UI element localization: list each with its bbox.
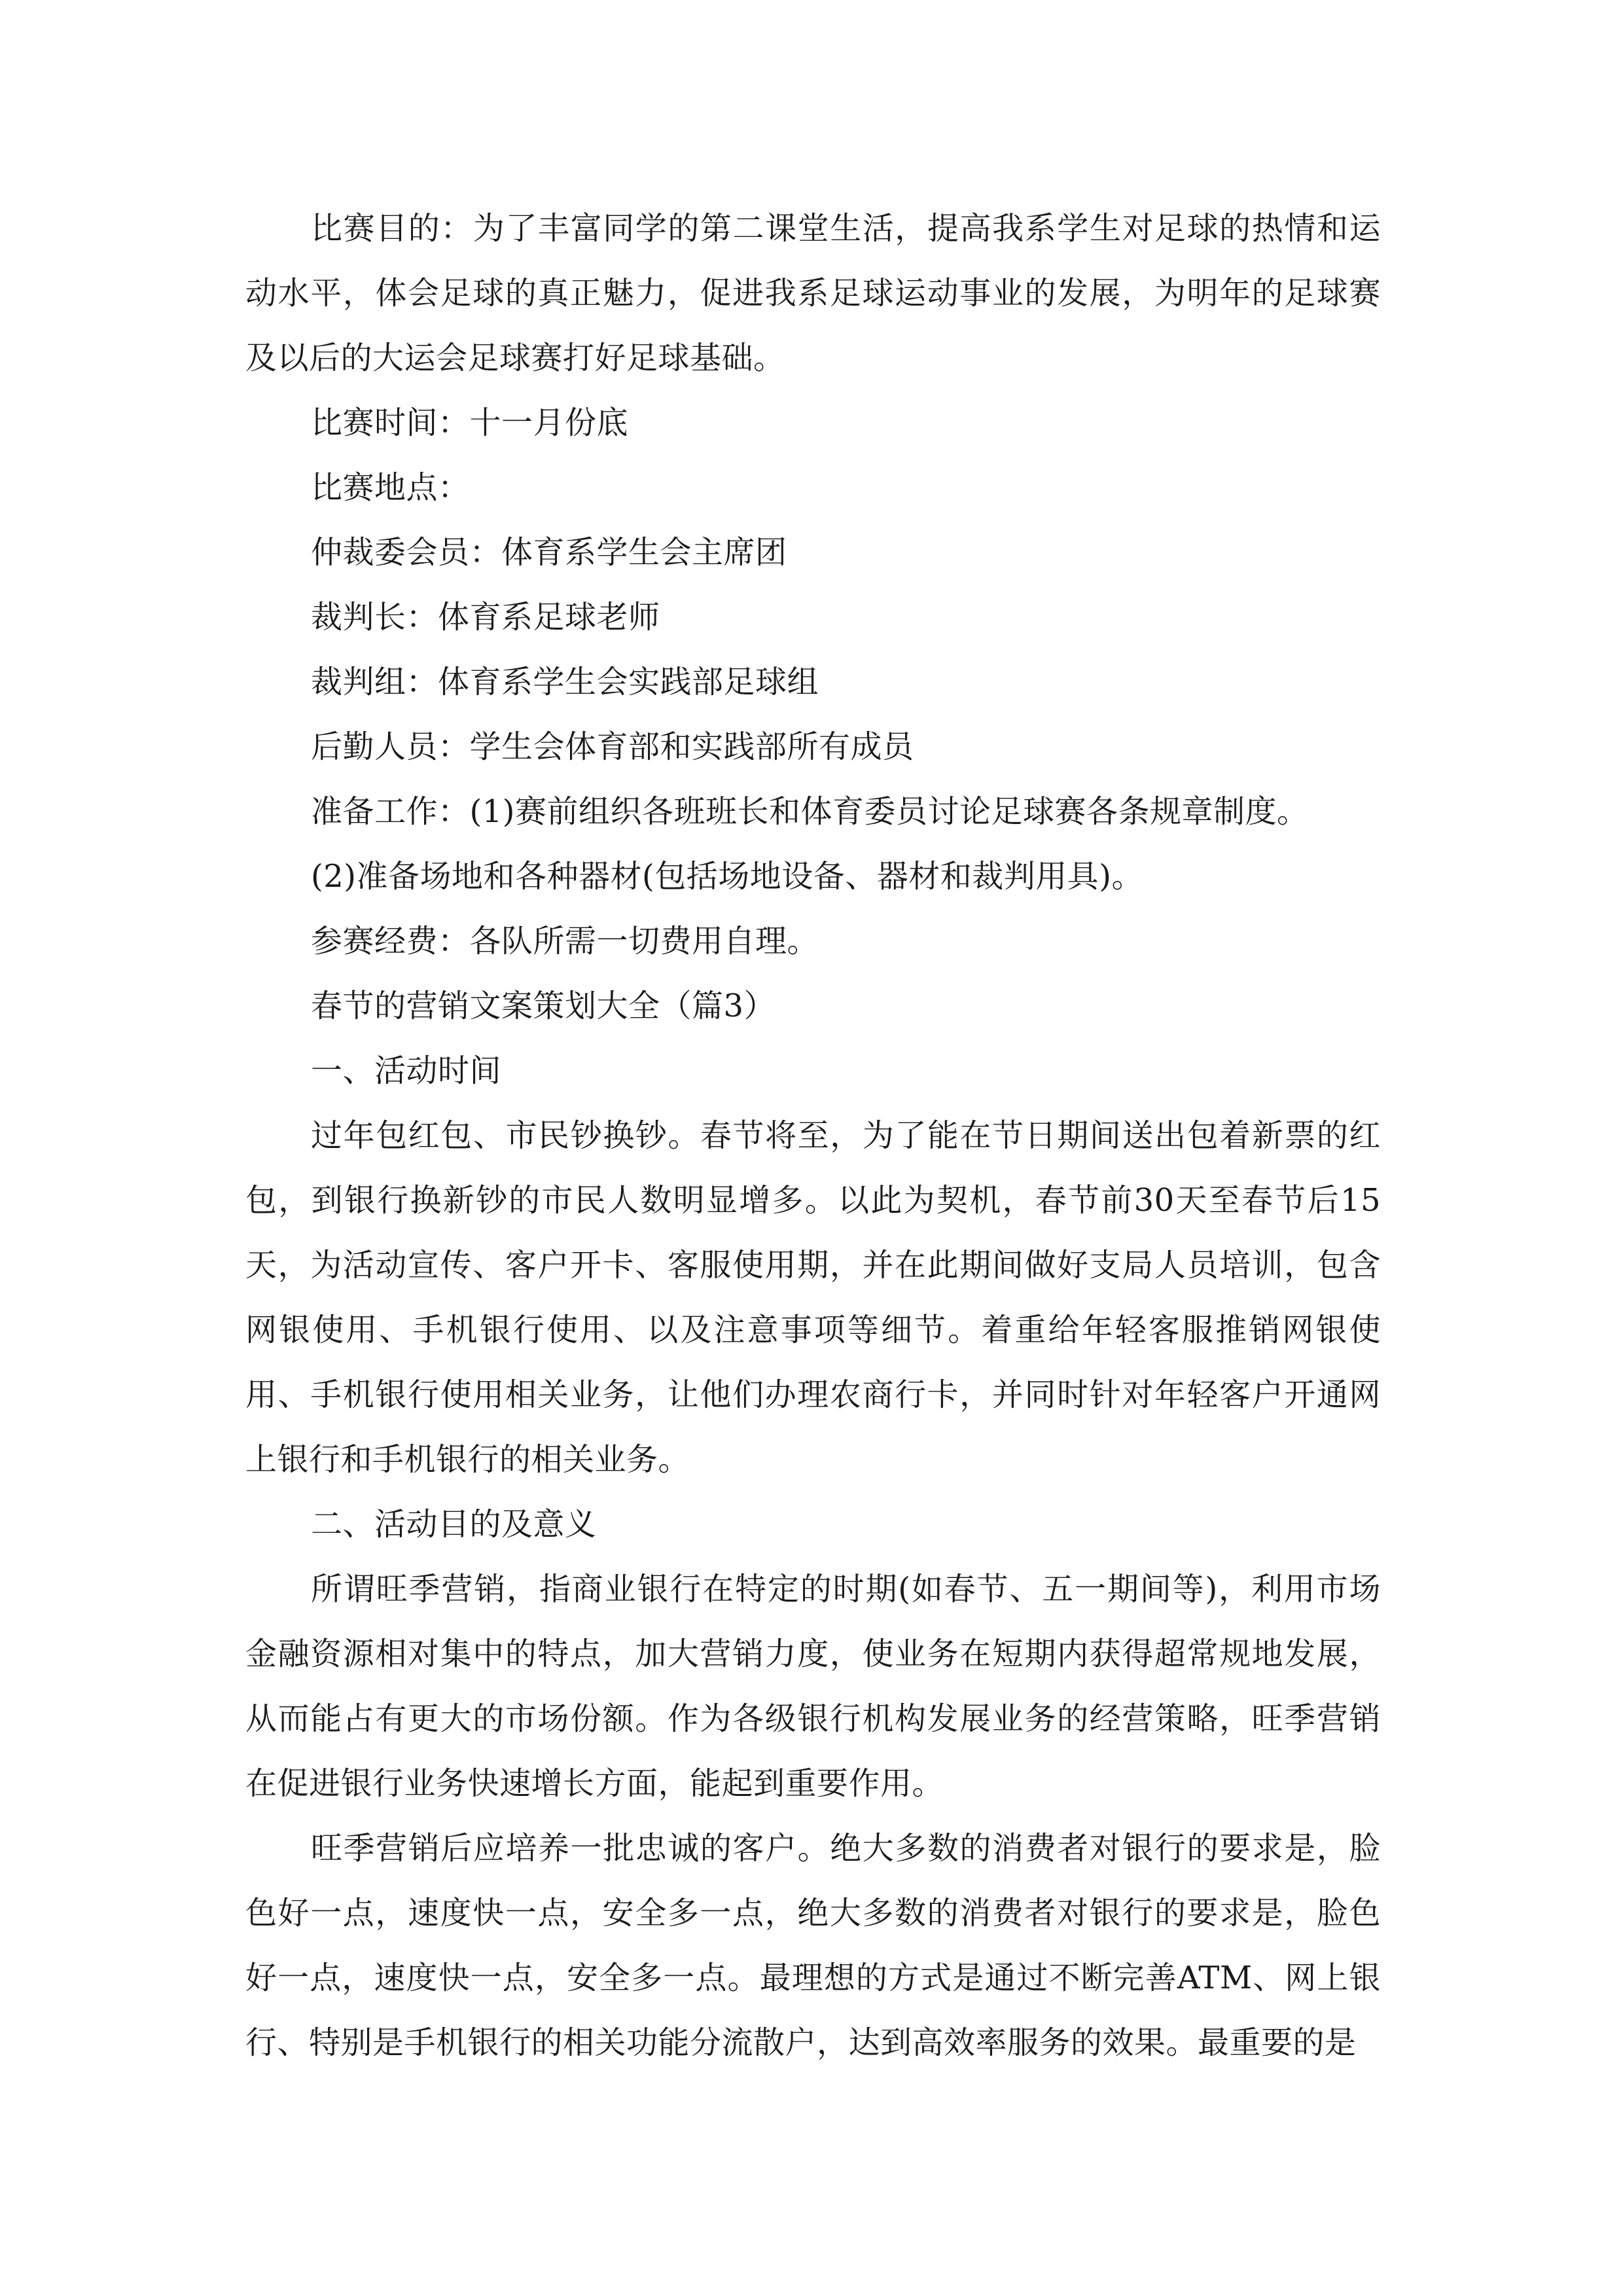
- paragraph-activity-time: 过年包红包、市民钞换钞。春节将至，为了能在节日期间送出包着新票的红包，到银行换新钞的市民人数明显增多。以此为契机，春节前30天至春节后15天，为活动宣传、客户开卡、客服使用期，并在此期间做好支局人员培训，包含网银使用、手机银行使用、以及注意事项等细节。着重给年轻客服推销网银使用、手机银行使用相关业务，让他们办理农商行卡，并同时针对年轻客户开通网上银行和手机银行的相关业务。: [245, 1117, 1381, 1478]
- paragraph-loyal-customers: 旺季营销后应培养一批忠诚的客户。绝大多数的消费者对银行的要求是，脸色好一点，速度快一点，安全多一点，绝大多数的消费者对银行的要求是，脸色好一点，速度快一点，安全多一点。最理想的方式是通过不断完善ATM、网上银行、特别是手机银行的相关功能分流散户，达到高效率服务的效果。最重要的是: [245, 1830, 1381, 2061]
- heading-activity-purpose: 二、活动目的及意义: [311, 1506, 597, 1543]
- paragraph-entry-fee: 参赛经费：各队所需一切费用自理。: [311, 923, 819, 960]
- paragraph-chief-referee: 裁判长：体育系足球老师: [311, 599, 660, 636]
- paragraph-peak-season-marketing: 所谓旺季营销，指商业银行在特定的时期(如春节、五一期间等)，利用市场金融资源相对集中的特点，加大营销力度，使业务在短期内获得超常规地发展，从而能占有更大的市场份额。作为各级银行机构发展业务的经营策略，旺季营销在促进银行业务快速增长方面，能起到重要作用。: [245, 1571, 1381, 1802]
- paragraph-logistics-staff: 后勤人员：学生会体育部和实践部所有成员: [311, 728, 914, 765]
- section-title: 春节的营销文案策划大全（篇3）: [311, 988, 776, 1024]
- paragraph-competition-purpose: 比赛目的：为了丰富同学的第二课堂生活，提高我系学生对足球的热情和运动水平，体会足球的真正魅力，促进我系足球运动事业的发展，为明年的足球赛及以后的大运会足球赛打好足球基础。: [245, 210, 1381, 376]
- document-body: [245, 196, 1381, 2075]
- paragraph-referee-group: 裁判组：体育系学生会实践部足球组: [311, 664, 819, 700]
- paragraph-preparation-1: 准备工作：(1)赛前组织各班班长和体育委员讨论足球赛各条规章制度。: [311, 793, 1309, 830]
- paragraph-competition-venue: 比赛地点：: [311, 469, 470, 506]
- paragraph-arbitration-committee: 仲裁委会员：体育系学生会主席团: [311, 534, 787, 571]
- heading-activity-time: 一、活动时间: [311, 1052, 502, 1089]
- paragraph-competition-time: 比赛时间：十一月份底: [311, 404, 629, 441]
- paragraph-preparation-2: (2)准备场地和各种器材(包括场地设备、器材和裁判用具)。: [311, 858, 1143, 895]
